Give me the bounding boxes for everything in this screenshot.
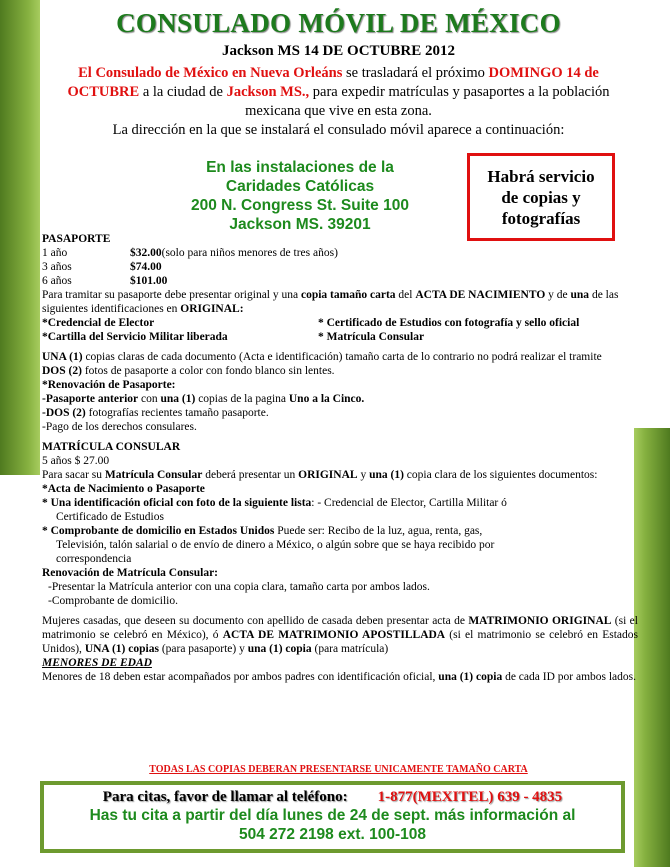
photos-requirement — [42, 364, 638, 378]
id-item: *Credencial de Elector — [42, 317, 155, 329]
matricula-item — [42, 496, 638, 510]
text: una — [570, 289, 590, 301]
text: ACTA DE MATRIMONIO APOSTILLADA — [222, 629, 446, 641]
right-decorative-bar — [634, 428, 670, 867]
price-note: (solo para niños menores de tres años) — [161, 247, 338, 259]
matricula-item: *Acta de Nacimiento o Pasaporte — [42, 483, 205, 495]
id-item: * Certificado de Estudios con fotografía y sello oficial — [318, 317, 580, 329]
event-city: Jackson MS., — [226, 84, 310, 100]
text: -DOS (2) — [42, 407, 86, 419]
consulado-name: El Consulado de México en Nueva Orleáns — [78, 65, 343, 81]
copies-requirement — [42, 350, 638, 364]
citas-line — [44, 789, 621, 806]
matricula-item-cont: Certificado de Estudios — [56, 511, 164, 523]
address-line: Caridades Católicas — [225, 178, 375, 195]
page-subtitle: Jackson MS 14 DE OCTUBRE 2012 — [222, 43, 455, 59]
id-row — [42, 316, 638, 330]
text: del — [395, 289, 416, 301]
text: una (1) copia — [438, 671, 503, 683]
matricula-item — [42, 524, 638, 538]
event-date: DOMINGO 14 de OCTUBRE — [67, 65, 599, 100]
text: Uno a la Cinco. — [288, 393, 365, 405]
matricula-price: 5 años $ 27.00 — [42, 455, 110, 467]
direccion-text: La dirección en la que se instalará el consulado móvil aparece a continuación: — [112, 122, 565, 138]
text: Menores de 18 deben estar acompañados por ambos padres con identificación oficial, — [42, 671, 439, 683]
text: UNA (1) copias — [84, 643, 159, 655]
text: (para matrícula) — [311, 643, 389, 655]
citas-info: Has tu cita a partir del día lunes de 24 de sept. más información al — [89, 807, 576, 824]
menores-heading: MENORES DE EDAD — [42, 657, 152, 669]
citas-info-phone: 504 272 2198 ext. 100-108 — [238, 826, 427, 843]
text: copias de la pagina — [195, 393, 289, 405]
text: (si el matrimonio se celebró en México), ó — [42, 615, 638, 641]
address-line: Jackson MS. 39201 — [229, 216, 371, 233]
renovacion-item: -Pago de los derechos consulares. — [42, 421, 197, 433]
text: copia tamaño carta — [300, 289, 396, 301]
text: (si el matrimonio se celebró en Estados Unidos), — [42, 629, 639, 655]
text: UNA (1) — [42, 351, 83, 363]
text: copia clara de los siguientes documentos: — [403, 469, 598, 481]
pasaporte-requirements — [42, 288, 638, 316]
address-block — [150, 158, 450, 234]
main-body — [42, 232, 638, 684]
address-line: En las instalaciones de la — [206, 159, 394, 176]
text: Para sacar su — [42, 469, 105, 481]
price-years: 1 año — [42, 247, 68, 259]
price-value: $32.00 — [130, 247, 162, 259]
matricula-heading: MATRÍCULA CONSULAR — [42, 441, 181, 453]
text: * Una identificación oficial con foto de la siguiente lista — [42, 497, 312, 509]
renovacion-item — [42, 392, 638, 406]
text: ACTA DE NACIMIENTO — [415, 289, 546, 301]
matricula-item-cont: Televisión, talón salarial o de envío de dinero a México, o algún sobre que se haya recibido por — [56, 539, 495, 551]
page-title: CONSULADO MÓVIL DE MÉXICO — [116, 8, 561, 38]
citas-box — [40, 781, 625, 853]
text: con — [138, 393, 161, 405]
id-item: * Matrícula Consular — [318, 331, 425, 343]
matricula-renovacion-item: -Comprobante de domicilio. — [48, 595, 178, 607]
intro-text: para expedir matrículas y pasaportes a la población mexicana que vive en esta zona. — [245, 84, 610, 119]
text: de las siguientes identificaciones en — [42, 289, 619, 315]
pasaporte-heading: PASAPORTE — [42, 233, 111, 245]
address-line: 200 N. Congress St. Suite 100 — [191, 197, 409, 214]
text: -Pasaporte anterior — [42, 393, 139, 405]
left-decorative-bar — [0, 0, 40, 475]
price-value: $74.00 — [130, 261, 162, 273]
price-row — [42, 246, 638, 260]
matricula-item-cont: correspondencia — [56, 553, 132, 565]
service-line: Habrá servicio — [487, 167, 595, 186]
mujeres-casadas-paragraph — [42, 614, 638, 656]
text: una (1) — [160, 393, 196, 405]
menores-paragraph — [42, 670, 638, 684]
text: deberá presentar un — [202, 469, 299, 481]
text: una (1) — [369, 469, 404, 481]
text: ORIGINAL: — [180, 303, 244, 315]
service-line: fotografías — [501, 209, 581, 228]
text: Matrícula Consular — [104, 469, 203, 481]
text: : - Credencial de Elector, Cartilla Militar ó — [311, 497, 507, 509]
matricula-renovacion-item: -Presentar la Matrícula anterior con una copia clara, tamaño carta por ambos lados. — [48, 581, 430, 593]
text: DOS (2) — [42, 365, 82, 377]
flyer — [40, 0, 637, 140]
service-line: de copias y — [501, 188, 581, 207]
intro-text: a la ciudad de — [139, 84, 227, 100]
price-row — [42, 260, 638, 274]
citas-label: Para citas, favor de llamar al teléfono: — [102, 789, 348, 805]
service-box — [467, 153, 615, 241]
id-row — [42, 330, 638, 344]
text: copias claras de cada documento (Acta e identificación) tamaño carta de lo contrario no podrá realizar el tramite — [82, 351, 602, 363]
matricula-renovacion-heading: Renovación de Matrícula Consular: — [42, 567, 219, 579]
text: MATRIMONIO ORIGINAL — [468, 615, 612, 627]
text: * Comprobante de domicilio en Estados Unidos — [42, 525, 275, 537]
text: y — [357, 469, 370, 481]
text: Puede ser: Recibo de la luz, agua, renta, gas, — [274, 525, 483, 537]
matricula-requirements — [42, 468, 638, 482]
price-years: 6 años — [42, 275, 72, 287]
text: una (1) copia — [247, 643, 312, 655]
citas-phone: 1-877(MEXITEL) 639 - 4835 — [377, 789, 563, 805]
renovacion-heading: *Renovación de Pasaporte: — [42, 379, 176, 391]
text: y de — [545, 289, 571, 301]
text: fotografías recientes tamaño pasaporte. — [85, 407, 269, 419]
text: ORIGINAL — [298, 469, 358, 481]
intro-paragraph — [44, 64, 633, 121]
text: Mujeres casadas, que deseen su documento con apellido de casada deben presentar acta de — [42, 615, 469, 627]
text: Para tramitar su pasaporte debe presentar original y una — [42, 289, 301, 301]
text: de cada ID por ambos lados. — [502, 671, 637, 683]
price-years: 3 años — [42, 261, 72, 273]
text: (para pasaporte) y — [158, 643, 248, 655]
price-value: $101.00 — [130, 275, 168, 287]
text: fotos de pasaporte a color con fondo blanco sin lentes. — [81, 365, 335, 377]
copias-note: TODAS LAS COPIAS DEBERAN PRESENTARSE UNICAMENTE TAMAÑO CARTA — [149, 764, 528, 775]
id-item: *Cartilla del Servicio Militar liberada — [42, 331, 228, 343]
renovacion-item — [42, 406, 638, 420]
price-row — [42, 274, 638, 288]
intro-text: se trasladará el próximo — [342, 65, 489, 81]
